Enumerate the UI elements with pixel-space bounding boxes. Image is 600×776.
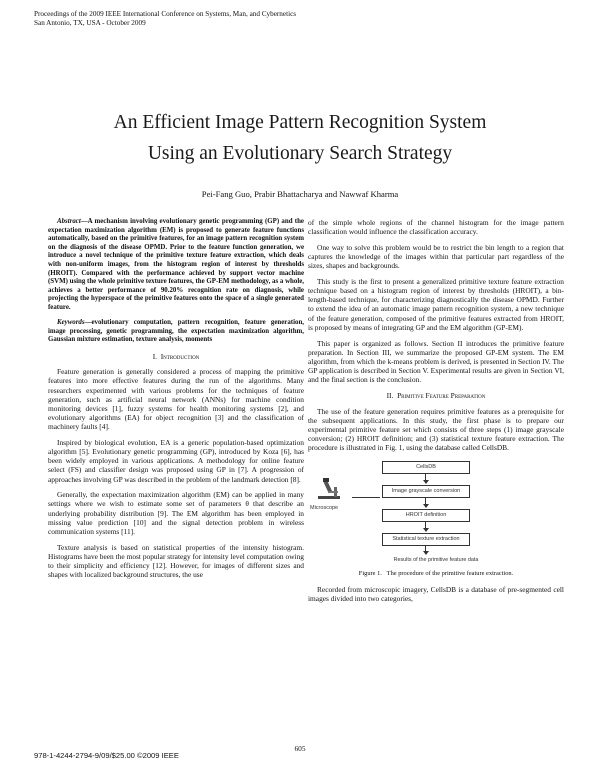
microscope-icon xyxy=(314,477,348,499)
paragraph: Inspired by biological evolution, EA is a generic population-based optimization algorithm [5]. Evolutionary genetic programming (GP), introduced by Koza [6], has been widely employed in various applications. A methodology for online feature select (FS) and classifier design was proposed using GP in [7]. A progression of approaches involving GP was described in the problem of the landmark detection [8]. xyxy=(48,437,304,484)
paragraph: Feature generation is generally considered a process of mapping the primitive features into more effective features during the run of the algorithms. Many researchers experimented with various problems for the techniques of feature generation, such as artificial neural network (ANNs) for machine condition monitoring devices [1], fuzzy systems for health monitoring systems [2], and evolutionary algorithms (EA) for object recognition [3] and the classification of machinery faults [4]. xyxy=(48,367,304,432)
paragraph: Generally, the expectation maximization algorithm (EM) can be applied in many settings where we wish to estimate some set of parameters θ that describe an underlying probability distribution [9]. The EM algorithm has been employed in missing value prediction [10] and the signal detection problem in wireless communication systems [11]. xyxy=(48,490,304,536)
title-line-1: An Efficient Image Pattern Recognition System xyxy=(113,112,487,133)
abstract xyxy=(48,218,304,313)
conference-header xyxy=(34,10,296,28)
copyright-footer: 978-1-4244-2794-9/09/$25.00 ©2009 IEEE xyxy=(34,751,179,760)
flow-arrowhead xyxy=(423,504,429,508)
abstract-label: Abstract xyxy=(57,218,81,225)
paragraph: One way to solve this problem would be to restrict the bin length to a region that captures the knowledge of the images within that particular part regardless of the sizes, shapes and backgrounds. xyxy=(308,242,564,271)
paper-title xyxy=(0,107,600,169)
section-title: Primitive Feature Preparation xyxy=(397,390,486,400)
flow-arrowhead xyxy=(423,480,429,484)
section-heading-introduction xyxy=(48,352,304,361)
caption-number: Figure 1. xyxy=(358,570,382,577)
flow-arrowhead xyxy=(423,551,429,555)
flow-box-hroit: HROIT definition xyxy=(382,509,470,522)
left-column xyxy=(48,218,304,586)
right-column xyxy=(308,218,564,610)
paragraph: The use of the feature generation requires primitive features as a prerequisite for the subsequent applications. In this study, the first phase is to prepare our experimental primitive feature set which consists of three steps (1) image grayscale conversion; (2) HROIT definition; and (3) statistical texture feature extraction. The procedure is illustrated in Fig. 1, using the database called CellsDB. xyxy=(308,406,564,453)
flow-box-cellsdb: CellsDB xyxy=(382,461,470,474)
microscope-label: Microscope xyxy=(310,505,339,511)
keywords-label: Keywords xyxy=(57,319,85,327)
flow-box-grayscale: Image grayscale conversion xyxy=(382,485,470,498)
paragraph: Recorded from microscopic imagery, CellsDB is a database of pre-segmented cell images divided into two categories, xyxy=(308,584,564,603)
paragraph: of the simple whole regions of the channel histogram for the image pattern classification would influence the classification accuracy. xyxy=(308,218,564,237)
author-list: Pei-Fang Guo, Prabir Bhattacharya and Nawwaf Kharma xyxy=(201,189,399,199)
caption-text: The procedure of the primitive feature extraction. xyxy=(386,570,514,577)
keywords-text: —evolutionary computation, pattern recognition, feature generation, image processing, genetic programming, the expectation maximization algorithm, Gaussian mixture estimation, texture analysis, moments xyxy=(48,319,304,344)
paragraph: Texture analysis is based on statistical properties of the intensity histogram. Histograms have been the most popular strategy for intensity level computation owing to their simplicity and efficiency [12]. However, for images of different sizes and shapes with localized background structures, the use xyxy=(48,542,304,580)
abstract-text: —A mechanism involving evolutionary genetic programming (GP) and the expectation maximization algorithm (EM) is proposed to generate feature functions automatically, based on the primitive features, for an image pattern recognition system on the diagnosis of the disease OPMD. Prior to the feature function generation, we introduce a novel technique of the primitive texture feature extraction, which deals with non-uniform images, from the histogram region of interest by thresholds (HROIT). Compared with the performance achieved by support vector machine (SVM) using the whole primitive texture features, the GP-EM methodology, as a whole, achieves a better performance of 90.20% recognition rate on diagnosis, while projecting the hyperspace of the primitive features onto the space of a single generated feature. xyxy=(48,218,305,311)
flow-box-texture: Statistical texture extraction xyxy=(382,533,470,546)
section-number: II. xyxy=(386,390,394,400)
figure-caption xyxy=(308,569,564,578)
flow-result-label: Results of the primitive feature data xyxy=(393,557,479,563)
figure-1-diagram xyxy=(308,459,564,565)
title-line-2: Using an Evolutionary Search Strategy xyxy=(147,143,453,164)
section-title: Introduction xyxy=(160,351,200,361)
paragraph: This study is the first to present a generalized primitive texture feature extraction technique based on a histogram region of interest by thresholds (HROIT), a bin-length-based technique, for characterizing diagnostically the disease OPMD. Further to extend the idea of an automatic image pattern recognition system, a new technique of the feature generation, composed of the primitive features extracted from HROIT, is proposed by means of integrating GP and the EM algorithm (GP-EM). xyxy=(308,276,564,332)
section-number: I. xyxy=(152,351,158,361)
flow-arrowhead xyxy=(423,528,429,532)
section-heading-primitive-feature xyxy=(308,391,564,400)
microscope-arrow xyxy=(352,497,380,498)
page-number: 605 xyxy=(294,744,306,753)
paragraph: This paper is organized as follows. Section II introduces the primitive feature preparation. In Section III, we summarize the proposed GP-EM system. The EM algorithm, from which the k-means problem is derived, is presented in Section IV. The GP application is described in Section V. Experimental results are given in Section VI, and the final section is the conclusion. xyxy=(308,338,564,385)
header-line-2: San Antonio, TX, USA - October 2009 xyxy=(34,19,146,27)
keywords xyxy=(48,319,304,345)
header-line-1: Proceedings of the 2009 IEEE International Conference on Systems, Man, and Cybernetics xyxy=(34,10,297,18)
